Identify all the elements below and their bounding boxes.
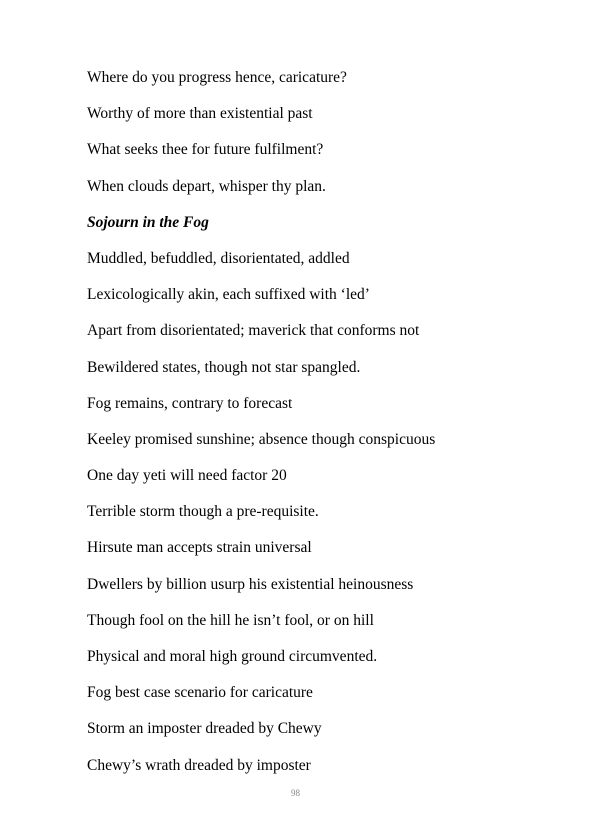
- poem-line: Though fool on the hill he isn’t fool, or on hill: [87, 611, 374, 629]
- poem-body: [87, 68, 567, 792]
- poem-line: Where do you progress hence, caricature?: [87, 69, 347, 86]
- poem-line: Hirsute man accepts strain universal: [87, 539, 312, 557]
- poem-line: Physical and moral high ground circumvented.: [87, 648, 378, 665]
- poem-line: Apart from disorientated; maverick that conforms not: [87, 322, 420, 340]
- poem-title: Sojourn in the Fog: [87, 213, 209, 231]
- poem-line: Dwellers by billion usurp his existential heinousness: [87, 575, 414, 593]
- poem-line: Keeley promised sunshine; absence though conspicuous: [87, 430, 436, 448]
- poem-line: What seeks thee for future fulfilment?: [87, 141, 324, 159]
- poem-line: Fog remains, contrary to forecast: [87, 394, 293, 412]
- poem-line: When clouds depart, whisper thy plan.: [87, 177, 326, 195]
- poem-line: Bewildered states, though not star spangled.: [87, 358, 361, 376]
- poem-line: One day yeti will need factor 20: [87, 467, 287, 485]
- poem-line: Fog best case scenario for caricature: [87, 684, 313, 702]
- poem-line: Lexicologically akin, each suffixed with ‘led’: [87, 286, 370, 304]
- poem-line: Storm an imposter dreaded by Chewy: [87, 720, 322, 738]
- poem-line: Muddled, befuddled, disorientated, addled: [87, 249, 350, 267]
- poem-line: Terrible storm though a pre-requisite.: [87, 503, 319, 521]
- poem-line: Worthy of more than existential past: [87, 105, 313, 123]
- page-number: 98: [291, 788, 300, 798]
- poem-line: Chewy’s wrath dreaded by imposter: [87, 756, 311, 774]
